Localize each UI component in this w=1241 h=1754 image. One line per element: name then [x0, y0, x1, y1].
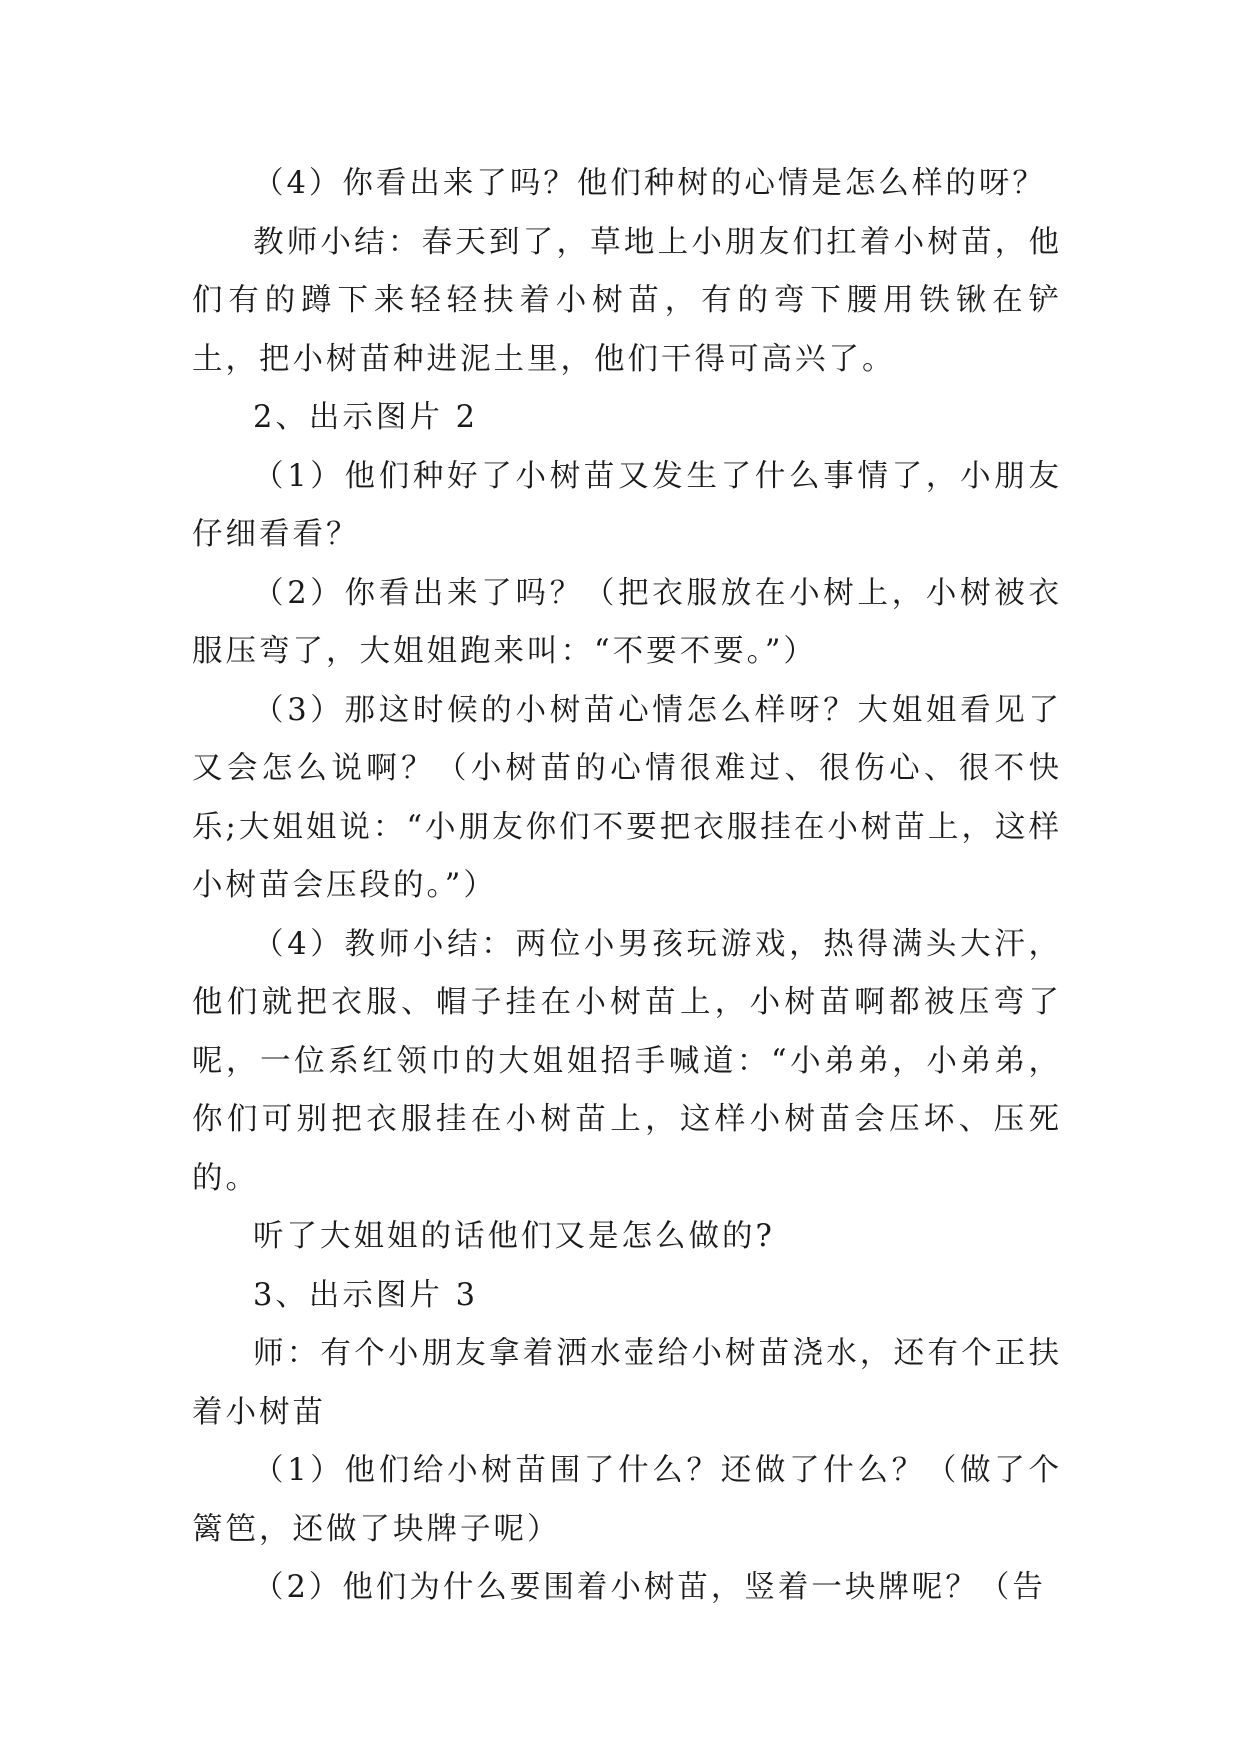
- paragraph: （1）他们种好了小树苗又发生了什么事情了，小朋友仔细看看？: [192, 458, 1062, 552]
- document-page: [192, 155, 1062, 1618]
- paragraph: （4）教师小结：两位小男孩玩游戏，热得满头大汗，他们就把衣服、帽子挂在小树苗上，小树苗啊都被压弯了呢，一位系红领巾的大姐姐招手喊道：“小弟弟，小弟弟，你们可别把衣服挂在小树苗上，这样小树苗会压坏、压死的。: [192, 926, 1062, 1196]
- paragraph: （2）你看出来了吗？（把衣服放在小树上，小树被衣服压弯了，大姐姐跑来叫：“不要不要。”）: [192, 575, 1062, 669]
- paragraph: （1）他们给小树苗围了什么？还做了什么？（做了个篱笆，还做了块牌子呢）: [192, 1453, 1062, 1547]
- section-heading: 3、出示图片 3: [253, 1277, 479, 1313]
- paragraph: 师：有个小朋友拿着洒水壶给小树苗浇水，还有个正扶着小树苗: [192, 1336, 1062, 1430]
- paragraph: （2）他们为什么要围着小树苗，竖着一块牌呢？（告: [253, 1570, 1046, 1605]
- section-heading: 2、出示图片 2: [253, 400, 479, 435]
- paragraph: 教师小结：春天到了，草地上小朋友们扛着小树苗，他们有的蹲下来轻轻扶着小树苗，有的弯下腰用铁锹在铲土，把小树苗种进泥土里，他们干得可高兴了。: [192, 224, 1062, 377]
- paragraph: （3）那这时候的小树苗心情怎么样呀？大姐姐看见了又会怎么说啊？（小树苗的心情很难过、很伤心、很不快乐;大姐姐说：“小朋友你们不要把衣服挂在小树苗上，这样小树苗会压段的。”）: [192, 692, 1062, 903]
- paragraph: （4）你看出来了吗？他们种树的心情是怎么样的呀？: [253, 166, 1046, 201]
- paragraph: 听了大姐姐的话他们又是怎么做的?: [253, 1219, 775, 1254]
